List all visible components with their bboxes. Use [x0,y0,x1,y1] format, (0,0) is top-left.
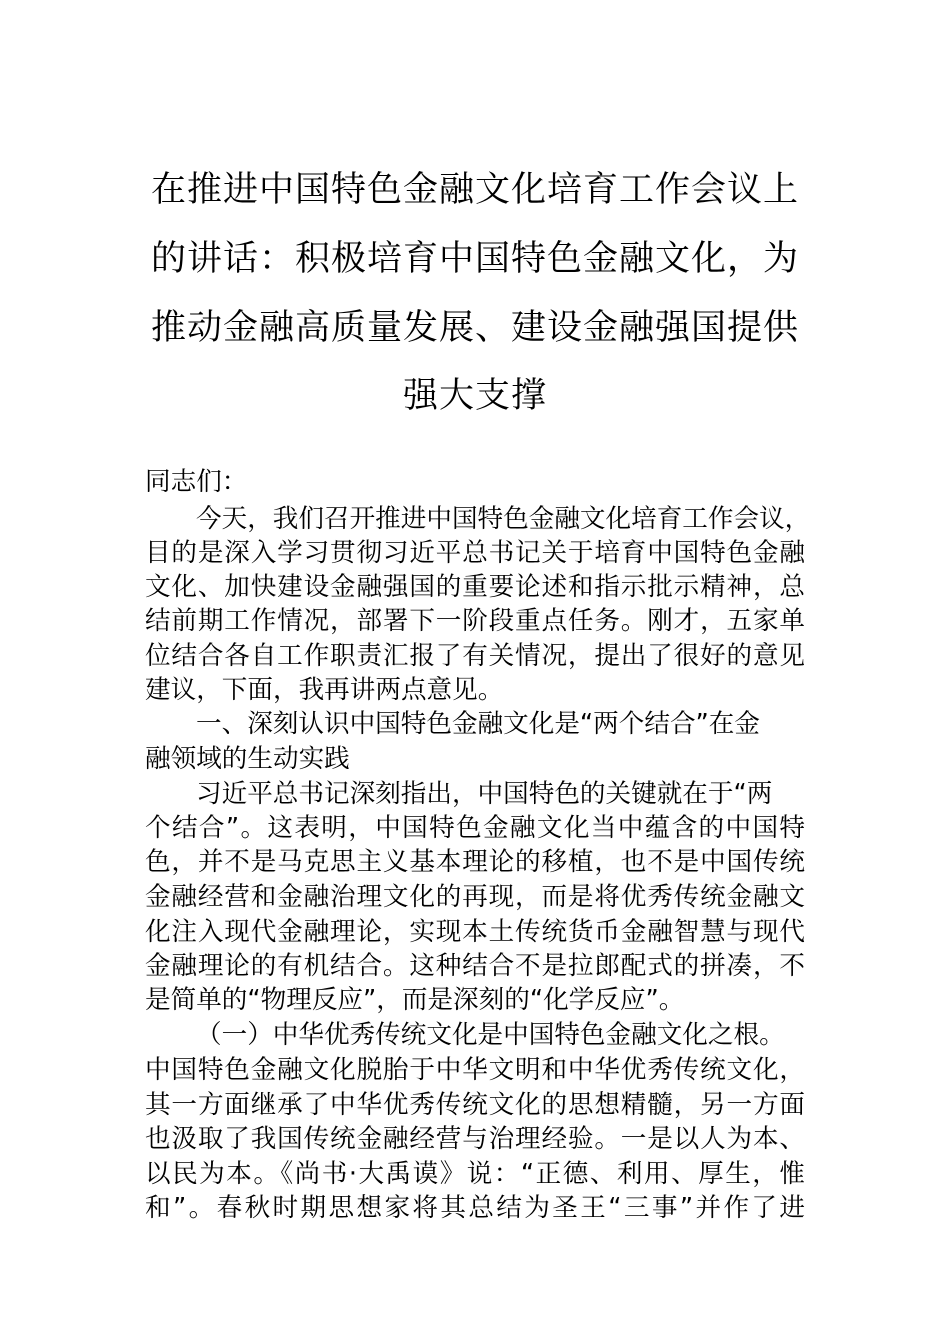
title-line-2: 的讲话：积极培育中国特色金融文化，为 [150,239,799,279]
paragraph-line: 中国特色金融文化脱胎于中华文明和中华优秀传统文化， [145,1055,805,1085]
subsection-heading-line: （一）中华优秀传统文化是中国特色金融文化之根。 [196,1020,785,1050]
paragraph-line: 金融理论的有机结合。这种结合不是拉郎配式的拼凑，不 [145,951,805,981]
paragraph-line: 位结合各自工作职责汇报了有关情况，提出了很好的意见 [145,641,805,671]
paragraph-line: 化注入现代金融理论，实现本土传统货币金融智慧与现代 [145,917,805,947]
paragraph-line: 色，并不是马克思主义基本理论的移植，也不是中国传统 [145,847,805,877]
paragraph-line: 结前期工作情况，部署下一阶段重点任务。刚才，五家单 [145,606,805,636]
paragraph-line: 也汲取了我国传统金融经营与治理经验。一是以人为本、 [145,1124,805,1154]
title-line-1: 在推进中国特色金融文化培育工作会议上 [150,170,799,210]
section-heading-line: 一、深刻认识中国特色金融文化是“两个结合”在金 [196,709,760,739]
section-heading-line: 融领域的生动实践 [145,744,350,774]
title-line-4: 强大支撑 [402,376,547,416]
paragraph-line: 建议，下面，我再讲两点意见。 [145,675,504,705]
paragraph-line: 金融经营和金融治理文化的再现，而是将优秀传统金融文 [145,882,805,912]
paragraph-line: 是简单的“物理反应”，而是深刻的“化学反应”。 [145,985,685,1015]
paragraph-line: 文化、加快建设金融强国的重要论述和指示批示精神，总 [145,572,805,602]
salutation: 同志们： [145,467,248,497]
paragraph-line: 以民为本。《尚书·大禹谟》说：“正德、利用、厚生，惟 [145,1159,805,1189]
paragraph-line: 今天，我们召开推进中国特色金融文化培育工作会议， [196,504,811,534]
paragraph-line: 个结合”。这表明，中国特色金融文化当中蕴含的中国特 [145,813,805,843]
paragraph-line: 和”。春秋时期思想家将其总结为圣王“三事”并作了进 [145,1193,805,1223]
paragraph-line: 其一方面继承了中华优秀传统文化的思想精髓，另一方面 [145,1090,805,1120]
title-line-3: 推动金融高质量发展、建设金融强国提供 [150,308,799,348]
paragraph-line: 习近平总书记深刻指出，中国特色的关键就在于“两 [196,779,773,809]
paragraph-line: 目的是深入学习贯彻习近平总书记关于培育中国特色金融 [145,538,805,568]
